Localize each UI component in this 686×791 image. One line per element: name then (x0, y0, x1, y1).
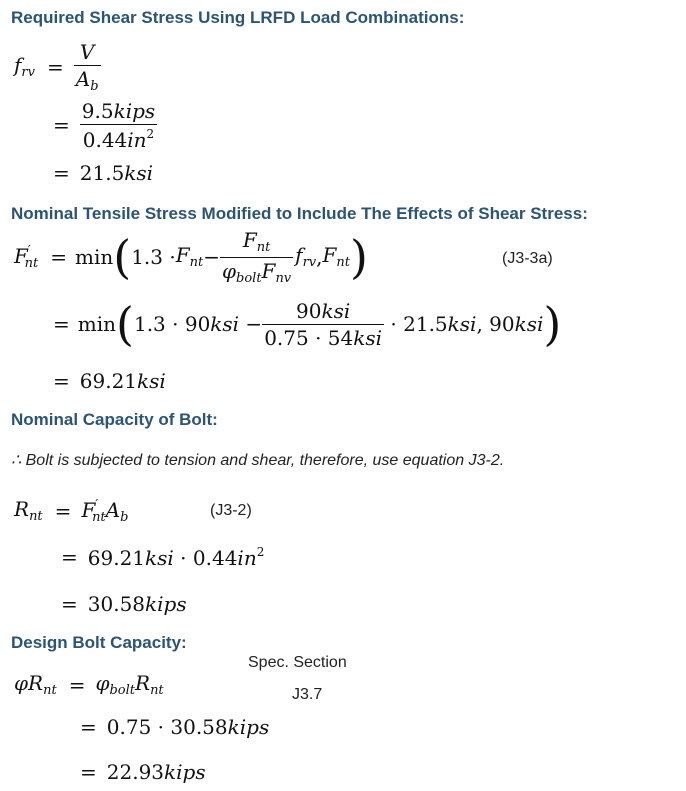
design-eq-line1: $\varphi R_{nt}$ = $\varphi_{bolt}R_{nt}$ (14, 671, 164, 698)
equals-sign: = (61, 592, 78, 616)
capacity-eq-result (61, 591, 187, 617)
equals-sign: = (80, 715, 97, 739)
capacity-eq-line1: $R_{nt}$ = $F'_{nt}A_b$ (14, 497, 129, 525)
shear-fraction-numeric: $\frac{\text{9.5kips}}{0.44in^2}$ (81, 98, 156, 152)
tensile-result: 69.21ksi (79, 369, 166, 393)
spec-section-number: J3.7 (292, 686, 323, 703)
shear-result: 21.5ksi (79, 161, 154, 185)
equals-sign: = (50, 245, 67, 269)
tensile-eq-line1: $F'_{nt}$ = min ( 1.3 · $F_{nt}$ − $\frac{F_{nt}}{\varphi_{bolt}F_{nv}}$ $f_{rv}$ , $F_{nt}$ ) (14, 227, 368, 286)
equals-sign: = (61, 545, 78, 569)
close-paren: ) (349, 230, 368, 284)
design-result: 22.93kips (106, 760, 206, 784)
capacity-eq-line2: = $69.21ksi \cdot 0.44in^2$ (61, 545, 265, 570)
equation-ref-j3-3a: (J3-3a) (502, 250, 553, 267)
shear-eq-result (53, 160, 153, 186)
open-paren: ( (113, 230, 132, 284)
tensile-fraction-symbolic: $\frac{F_{nt}}{\varphi_{bolt}F_{nv}}$ (222, 227, 292, 286)
shear-fraction-symbolic: $\frac{V}{A_b}$ (75, 39, 99, 94)
equals-sign: = (46, 55, 64, 79)
tensile-eq-line2: = min ( 1.3 · 90ksi − $\frac{\text{90ksi}}{\text{0.75 · 54ksi}}$ · 21.5ksi, 90ksi ) (53, 297, 562, 351)
tensile-fraction-numeric: $\frac{\text{90ksi}}{\text{0.75 · 54ksi}}$ (264, 298, 383, 350)
shear-eq-line2 (53, 95, 157, 155)
design-heading: Design Bolt Capacity: (11, 633, 187, 652)
equals-sign: = (80, 760, 97, 784)
capacity-heading: Nominal Capacity of Bolt: (11, 410, 218, 429)
equals-sign: = (53, 312, 70, 336)
shear-eq-line1 (14, 36, 101, 98)
design-eq-result (80, 759, 206, 785)
equals-sign: = (54, 499, 72, 523)
tensile-eq-result (53, 368, 166, 394)
equals-sign: = (53, 369, 70, 393)
capacity-note: ∴ Bolt is subjected to tension and shear, therefore, use equation J3-2. (11, 452, 505, 469)
design-eq-line2: = 0.75 · 30.58kips (80, 715, 270, 739)
shear-lhs: $f_{rv}$ (14, 53, 35, 80)
equals-sign: = (53, 113, 70, 137)
tensile-heading: Nominal Tensile Stress Modified to Include The Effects of Shear Stress: (11, 204, 588, 223)
shear-heading: Required Shear Stress Using LRFD Load Combinations: (11, 8, 465, 27)
equals-sign: = (53, 161, 70, 185)
spec-section-ref: Spec. Section (248, 654, 347, 671)
tensile-lhs: $F'_{nt}$ (14, 243, 39, 271)
capacity-lhs: $R_{nt}$ (14, 497, 43, 524)
design-lhs: $\varphi R_{nt}$ (14, 671, 57, 698)
capacity-result: 30.58kips (87, 592, 187, 616)
equation-ref-j3-2: (J3-2) (210, 502, 252, 519)
equals-sign: = (68, 673, 86, 697)
min-function: min (75, 245, 114, 269)
